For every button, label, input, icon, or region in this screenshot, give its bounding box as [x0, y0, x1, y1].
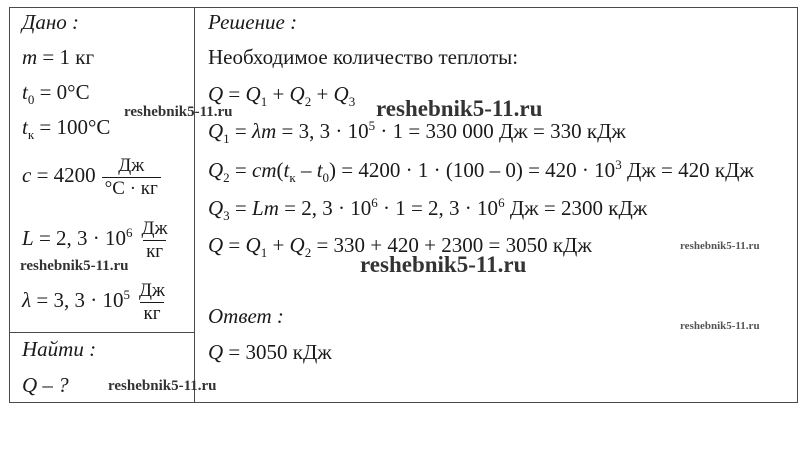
L-unit-num: Дж — [141, 217, 168, 239]
eq2-part: = 3, 3 · 10 — [276, 119, 369, 143]
eq3-sup: 3 — [615, 157, 622, 172]
eq1-part: Q — [333, 82, 349, 106]
eq5-sub: 1 — [260, 245, 268, 260]
eq1-part: + — [311, 82, 334, 106]
answer-text: = 3050 кДж — [223, 340, 332, 364]
equation-total-heat — [208, 82, 356, 109]
eq3-part: ) = 4200 · 1 · (100 – 0) = 420 · 10 — [329, 158, 616, 182]
watermark: reshebnik5-11.ru — [20, 258, 129, 274]
given-final-temp — [22, 115, 111, 142]
eq1-part: Q — [208, 82, 224, 106]
answer-header-text: Ответ — [208, 304, 272, 328]
eq5-sub: 2 — [304, 245, 312, 260]
t0-value: = 0°C — [34, 80, 90, 104]
mass-value: = 1 кг — [37, 45, 95, 69]
lambda-symbol: λ — [22, 288, 32, 312]
eq5-part: + — [267, 233, 290, 257]
eq3-part: t — [283, 158, 290, 182]
eq2-part: Q — [208, 119, 224, 143]
eq2-sup: 5 — [368, 118, 376, 133]
answer-symbol: Q — [208, 340, 224, 364]
lambda-unit-fraction — [136, 280, 168, 325]
eq1-part: = — [223, 82, 246, 106]
t0-symbol: t — [22, 80, 28, 104]
eq2-part: · 1 = 330 000 Дж = 330 кДж — [375, 119, 626, 143]
c-unit-fraction — [102, 155, 161, 200]
eq2-part: = — [229, 119, 253, 143]
eq4-sub: 3 — [223, 208, 230, 223]
eq1-part: Q — [245, 82, 261, 106]
eq4-part: · 1 = 2, 3 · 10 — [377, 196, 499, 220]
equation-q1 — [208, 118, 626, 146]
eq3-part: = — [229, 158, 253, 182]
eq1-part: Q — [289, 82, 305, 106]
eq2-part: λm — [252, 119, 277, 143]
watermark: reshebnik5-11.ru — [360, 252, 527, 277]
watermark: reshebnik5-11.ru — [680, 240, 760, 252]
eq1-sub: 2 — [304, 94, 312, 109]
given-vaporization-heat — [22, 213, 171, 263]
eq4-sup: 6 — [371, 195, 378, 210]
eq5-part: Q — [245, 233, 261, 257]
L-unit-den: кг — [143, 240, 166, 263]
eq3-part: t — [316, 158, 323, 182]
lambda-value: = 3, 3 · 10 — [31, 288, 124, 312]
eq1-sub: 1 — [260, 94, 268, 109]
eq3-sub: 0 — [322, 170, 330, 185]
eq1-part: + — [267, 82, 290, 106]
given-header: Дано : — [22, 10, 80, 34]
solution-intro: Необходимое количество теплоты: — [208, 45, 519, 69]
L-unit-fraction — [139, 218, 171, 263]
L-exponent: 6 — [126, 225, 133, 240]
given-find-divider — [9, 332, 195, 333]
c-value: = 4200 — [31, 163, 96, 187]
eq3-part: ( — [276, 158, 284, 182]
given-specific-heat — [22, 150, 161, 200]
column-divider — [194, 7, 195, 403]
solution-header: Решение : — [208, 10, 298, 34]
eq3-part: cm — [252, 158, 277, 182]
eq2-sub: 1 — [223, 131, 230, 146]
find-item: Q – ? — [22, 373, 69, 397]
watermark: reshebnik5-11.ru — [108, 378, 217, 394]
L-value: = 2, 3 · 10 — [33, 226, 127, 250]
answer-header: Ответ : — [208, 304, 284, 328]
eq3-part: Дж = 420 кДж — [621, 158, 754, 182]
eq3-sub: к — [289, 170, 296, 185]
eq5-part: Q — [289, 233, 305, 257]
eq4-part: Q — [208, 196, 224, 220]
eq3-part: – — [295, 158, 317, 182]
eq1-sub: 3 — [348, 94, 356, 109]
eq4-part: = 2, 3 · 10 — [278, 196, 372, 220]
equation-q2 — [208, 157, 754, 185]
lambda-unit-num: Дж — [138, 279, 166, 301]
given-header-text: Дано — [22, 10, 67, 34]
watermark: reshebnik5-11.ru — [124, 104, 233, 120]
eq5-part: Q — [208, 233, 224, 257]
given-fusion-heat — [22, 275, 168, 325]
mass-symbol: m — [22, 45, 38, 69]
c-unit-num: Дж — [118, 154, 145, 176]
c-symbol: c — [22, 163, 32, 187]
tk-subscript: к — [27, 127, 35, 142]
eq4-part: Дж = 2300 кДж — [504, 196, 648, 220]
given-mass — [22, 45, 94, 69]
lambda-exponent: 5 — [123, 287, 130, 302]
eq5-part: = — [223, 233, 246, 257]
solution-header-text: Решение — [208, 10, 285, 34]
tk-symbol: t — [22, 115, 28, 139]
eq4-part: = — [229, 196, 253, 220]
t0-subscript: 0 — [27, 92, 35, 107]
answer-value — [208, 340, 332, 364]
L-symbol: L — [22, 226, 34, 250]
find-header-text: Найти — [22, 337, 84, 361]
lambda-unit-den: кг — [140, 302, 163, 325]
watermark: reshebnik5-11.ru — [680, 320, 760, 332]
given-initial-temp — [22, 80, 90, 107]
eq4-sup: 6 — [498, 195, 505, 210]
c-unit-den: °C · кг — [102, 177, 161, 200]
eq4-part: Lm — [252, 196, 279, 220]
watermark: reshebnik5-11.ru — [376, 96, 543, 121]
eq5-part: = 330 + 420 + 2300 = 3050 кДж — [311, 233, 592, 257]
tk-value: = 100°C — [34, 115, 111, 139]
find-header: Найти : — [22, 337, 97, 361]
eq3-part: Q — [208, 158, 224, 182]
eq3-sub: 2 — [223, 170, 230, 185]
equation-q3 — [208, 195, 648, 223]
